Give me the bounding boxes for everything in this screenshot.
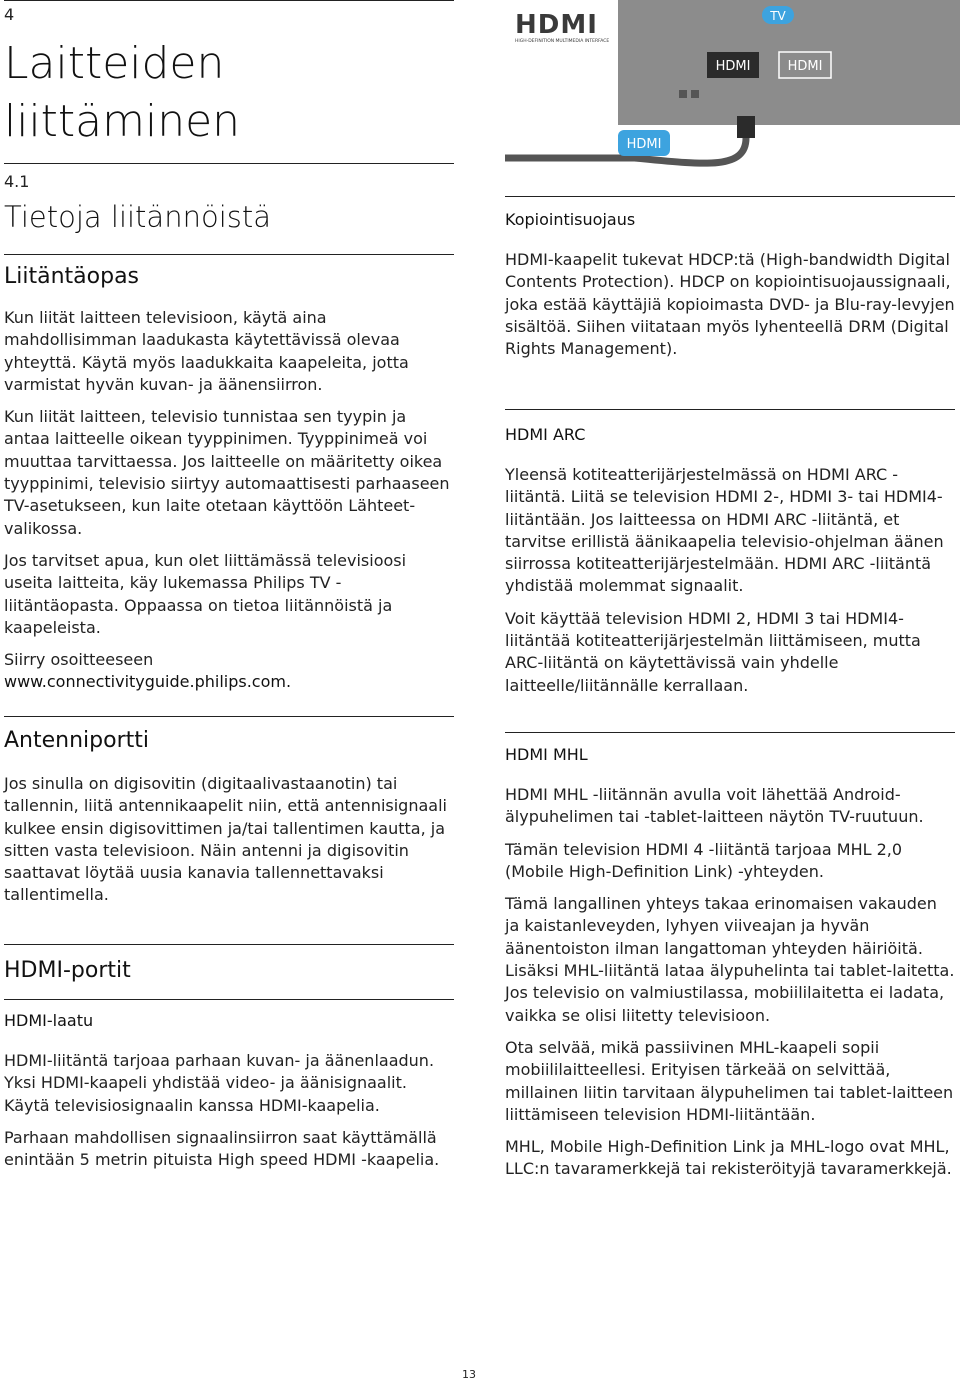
antenniportti-section (4, 716, 454, 907)
kopiointisuojaus-rule (505, 196, 955, 197)
hdmi-mhl-section (505, 732, 955, 1181)
hdmi-mhl-p2-d: MHL 2,0 (836, 839, 903, 859)
kopiointisuojaus-title: Kopiointisuojaus (505, 210, 636, 229)
section-number: 4.1 (4, 172, 30, 191)
hdmi-arc-paragraph-1 (505, 464, 955, 598)
kopiointisuojaus-paragraph: HDMI-kaapelit tukevat HDCP:tä (High-bandwidth Digital Contents Protection). HDCP on kopiointisuojaussignaali, joka estää käyttäjiä kopioimasta DVD- ja Blu-ray-levyjen sisältöä. Siihen viitataan myös lyhenteellä DRM (Digital Rights Management). (505, 250, 955, 359)
panel-vent-2 (691, 90, 699, 98)
hdmi-arc-p1-e: -liitäntään. Jos laitteessa on HDMI ARC -liitäntä, et tarvitse erillistä äänikaapelia televisio-ohjelman äänen siirrossa kotiteatterijärjestelmään. HDMI ARC -liitäntä yhdistää molemmat signaalit. (505, 487, 944, 596)
section-title: Tietoja liitännöistä (4, 200, 272, 234)
tv-badge: TV (770, 9, 786, 23)
hdmi-arc-p1-a: Yleensä kotiteatterijärjestelmässä on HDMI ARC -liitäntä. Liitä se television (505, 465, 899, 507)
hdmi-port-1-label: HDMI (715, 59, 751, 74)
hdmi-port-2-label: HDMI (787, 59, 823, 74)
hdmi-mhl-paragraph-4: Ota selvää, mikä passiivinen MHL-kaapeli sopii mobiililaitteellesi. Erityisen tärkeää on selvittää, millainen liitin tarvitaan älypuhelimen tai tablet-laitteen liittämiseen television HDMI-liitäntään. (505, 1037, 954, 1124)
antenniportti-rule (4, 716, 454, 717)
kopiointisuojaus-section (505, 196, 955, 360)
panel-vent-1 (679, 90, 687, 98)
hdmi-mhl-paragraph-1: HDMI MHL -liitännän avulla voit lähettää Android-älypuhelimen tai -tablet-laitteen näytön TV-ruutuun. (505, 785, 924, 827)
hdmi-mhl-p2-c: -liitäntä tarjoaa (703, 839, 837, 859)
liitantaopas-paragraph-4: Siirry osoitteeseen (4, 650, 154, 670)
chapter-title-line2: liittäminen (4, 96, 241, 147)
hdmi-arc-p2-d: HDMI4 (845, 608, 899, 628)
hdmi-laatu-title: HDMI-laatu (4, 1011, 94, 1030)
hdmi-portit-title: HDMI-portit (4, 958, 131, 983)
liitantaopas-title: Liitäntäopas (4, 264, 140, 289)
top-rule (4, 0, 454, 1)
liitantaopas-paragraph-1: Kun liität laitteen televisioon, käytä aina mahdollisimman laadukasta käytettävissä olevaa yhteyttä. Käytä myös laadukkaita kaapeleita, jotta varmistat hyvän kuvan- ja äänensiirron. (4, 308, 409, 394)
connectivity-guide-link[interactable]: www.connectivityguide.philips.com. (4, 672, 292, 692)
hdmi-mhl-paragraph-5: MHL, Mobile High-Definition Link ja MHL-logo ovat MHL, LLC:n tavaramerkkejä tai rekisteröityjä tavaramerkkejä. (505, 1137, 952, 1179)
hdmi-mhl-p2-e: (Mobile High-Definition Link) -yhteyden. (505, 861, 824, 881)
hdmi-mhl-title: HDMI MHL (505, 745, 588, 764)
hdmi-arc-section (505, 409, 955, 697)
chapter-title-line1: Laitteiden (4, 38, 225, 89)
antenniportti-paragraph: Jos sinulla on digisovitin (digitaalivastaanotin) tai tallennin, liitä antennikaapelit niin, että antennisignaali kulkee ensin digisovittimen ja/tai tallentimen kautta, ja sitten vasta televisioon. Näin antenni ja digisovitin saattavat löytää uusia kanavia tallennettavaksi tallentimella. (4, 774, 447, 905)
page-number: 13 (462, 1368, 476, 1381)
antenniportti-title: Antenniportti (4, 728, 149, 753)
cable-label: HDMI (626, 137, 662, 152)
hdmi-arc-rule (505, 409, 955, 410)
hdmi-arc-p1-b: HDMI 2-, HDMI 3- (715, 487, 854, 507)
hdmi-mhl-p2-a: Tämän television (505, 839, 646, 859)
hdmi-diagram (505, 0, 960, 195)
hdmi-plug (737, 116, 755, 138)
left-column (4, 0, 454, 694)
hdmi-portit-section (4, 944, 454, 1171)
chapter-title (4, 35, 454, 151)
hdmi-mhl-rule (505, 732, 955, 733)
hdmi-mhl-paragraph-2 (505, 839, 955, 884)
hdmi-connection-figure (505, 0, 960, 195)
hdmi-arc-paragraph-2 (505, 608, 955, 697)
hdmi-portit-rule (4, 944, 454, 945)
hdmi-arc-p1-c: tai (853, 487, 884, 507)
liitantaopas-paragraph-2: Kun liität laitteen, televisio tunnistaa sen tyypin ja antaa laitteelle oikean tyyppinimen. Tyyppinimeä voi muuttaa tarvittaessa. Jos laitteelle on määritetty oikea tyyppinimi, televisio siirtyy automaattisesti parhaaseen TV-asetukseen, kun laite otetaan käyttöön Lähteet-valikossa. (4, 407, 450, 538)
hdmi-mhl-p2-b: HDMI 4 (645, 839, 704, 859)
hdmi-laatu-rule (4, 999, 454, 1000)
hdmi-logo: HDMI (515, 10, 598, 40)
chapter-number: 4 (4, 5, 15, 24)
hdmi-laatu-paragraph-1: HDMI-liitäntä tarjoaa parhaan kuvan- ja äänenlaadun. Yksi HDMI-kaapeli yhdistää video- ja äänisignaalit. Käytä televisiosignaalin kanssa HDMI-kaapelia. (4, 1051, 435, 1115)
liitantaopas-paragraph-3: Jos tarvitset apua, kun olet liittämässä televisioosi useita laitteita, käy lukemassa Philips TV -liitäntäopasta. Oppaassa on tietoa liitännöistä ja kaapeleista. (4, 550, 407, 637)
hdmi-arc-p2-e: -liitäntää kotiteatterijärjestelmän liittämiseen, mutta ARC-liitäntä on käytettävissä vain yhdelle laitteelle/liitännälle kerrallaan. (505, 608, 921, 695)
hdmi-arc-title: HDMI ARC (505, 425, 586, 444)
hdmi-arc-p1-d: HDMI4 (883, 487, 937, 507)
hdmi-arc-p2-c: tai (814, 608, 846, 628)
liitantaopas-rule (4, 254, 454, 255)
hdmi-logo-tagline: HIGH-DEFINITION MULTIMEDIA INTERFACE (515, 39, 610, 44)
section-rule (4, 163, 454, 164)
hdmi-arc-p2-b: HDMI 2, HDMI 3 (687, 608, 815, 628)
hdmi-arc-p2-a: Voit käyttää television (505, 608, 688, 628)
hdmi-mhl-paragraph-3: Tämä langallinen yhteys takaa erinomaisen vakauden ja kaistanleveyden, lyhyen viiveajan ja hyvän äänentoiston ilman langattoman yhteyden häiriöitä. Lisäksi MHL-liitäntä lataa älypuhelinta tai tablet-laitetta. Jos televisio on valmiustilassa, mobiililaitetta ei ladata, vaikka se olisi liitetty televisioon. (505, 894, 955, 1025)
hdmi-laatu-paragraph-2: Parhaan mahdollisen signaalinsiirron saat käyttämällä enintään 5 metrin pituista High speed HDMI -kaapelia. (4, 1127, 440, 1170)
